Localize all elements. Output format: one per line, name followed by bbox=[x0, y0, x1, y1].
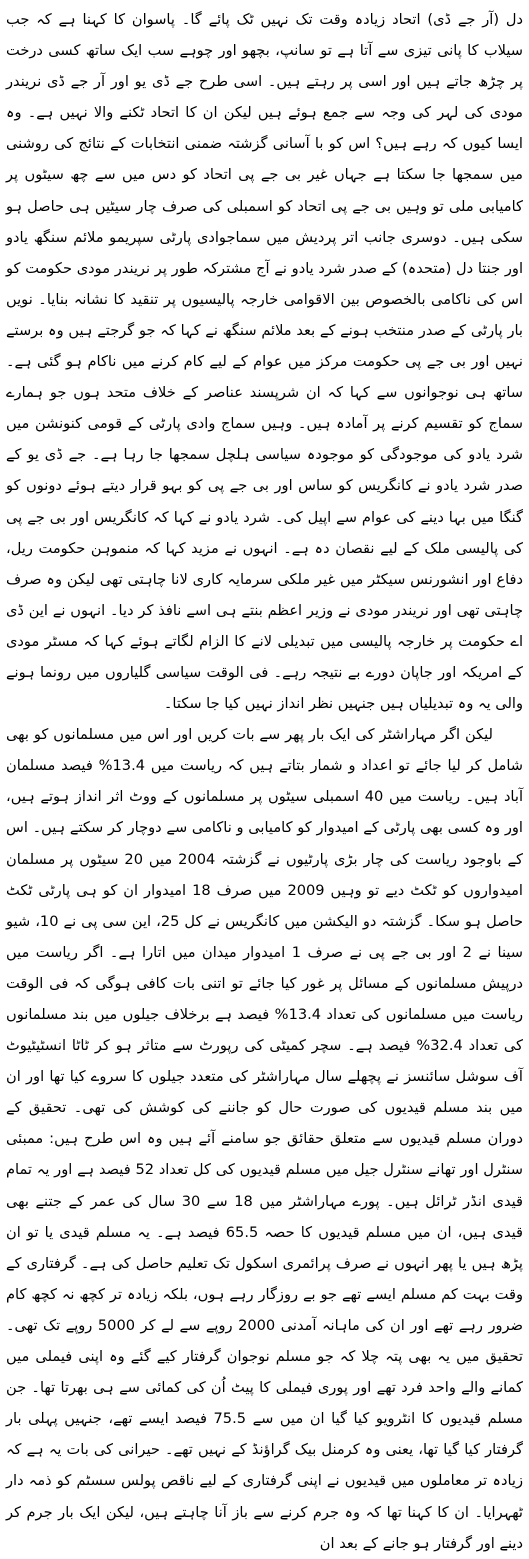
article-paragraph-1: دل (آر جے ڈی) اتحاد زیادہ وقت تک نہیں ٹک پائے گا۔ پاسوان کا کہنا ہے کہ جب سیلاب کا پانی تیزی سے آتا ہے تو سانپ، بچھو اور چوہے سب ایک ساتھ کسی درخت پر چڑھ جاتے ہیں اور اسی پر رہتے ہیں۔ اسی طرح جے ڈی یو اور آر جے ڈی نریندر مودی کی لہر کی وجہ سے جمع ہوئے ہیں لیکن ان کا اتحاد ٹکنے والا نہیں ہے۔ وہ ایسا کیوں کہ رہے ہیں؟ اس کو با آسانی گزشتہ ضمنی انتخابات کے نتائج کی روشنی میں سمجھا جا سکتا ہے جہاں غیر بی جے پی اتحاد کو دس میں سے چھ سیٹوں پر کامیابی ملی تو وہیں بی جے پی اتحاد کو اسمبلی کی صرف چار سیٹیں ہی حاصل ہو سکی ہیں۔ دوسری جانب اتر پردیش میں سماجوادی پارٹی سپریمو ملائم سنگھ یادو اور جنتا دل (متحدہ) کے صدر شرد یادو نے آج مشترکہ طور پر نریندر مودی حکومت کو اس کی ناکامی بالخصوص بین الاقوامی خارجہ پالیسیوں پر تنقید کا نشانہ بنایا۔ نویں بار پارٹی کے صدر منتخب ہونے کے بعد ملائم سنگھ نے کہا کہ جو گرجتے ہیں وہ برستے نہیں اور بی جے پی حکومت مرکز میں عوام کے لیے کام کرنے میں ناکام ہو گئی ہے۔ ساتھ ہی نوجوانوں سے کہا کہ ان شرپسند عناصر کے خلاف متحد ہوں جو ہمارے سماج کو تقسیم کرنے پر آمادہ ہیں۔ وہیں سماج وادی پارٹی کے قومی کنونشن میں شرد یادو کی موجودگی کو موجودہ سیاسی ہلچل سمجھا جا رہا ہے۔ جے ڈی یو کے صدر شرد یادو نے کانگریس کو ساس اور بی جے پی کو بہو قرار دیتے ہوئے دونوں کو گنگا میں بہا دینے کی عوام سے اپیل کی۔ شرد یادو نے کہا کہ کانگریس اور بی جے پی کی پالیسی ملک کے لیے نقصان دہ ہے۔ انہوں نے مزید کہا کہ منموہن حکومت ریل، دفاع اور انشورنس سیکٹر میں غیر ملکی سرمایہ کاری لانا چاہتی تھی لیکن وہ صرف چاہتی تھی اور نریندر مودی نے وزیر اعظم بنتے ہی اسے نافذ کر دیا۔ انہوں نے این ڈی اے حکومت پر خارجہ پالیسی میں تبدیلی لانے کا الزام لگاتے ہوئے کہا کہ مسٹر مودی کے امریکہ اور جاپان دورے بے نتیجہ رہے۔ فی الوقت سیاسی گلیاروں میں رونما ہونے والی یہ وہ تبدیلیاں ہیں جنہیں نظر انداز نہیں کیا جا سکتا۔ bbox=[6, 11, 523, 713]
article-paragraph-2: لیکن اگر مہاراشٹر کی ایک بار پھر سے بات کریں اور اس میں مسلمانوں کو بھی شامل کر لیا جائے تو اعداد و شمار بتاتے ہیں کہ ریاست میں 13.4% فیصد مسلمان آباد ہیں۔ ریاست میں 40 اسمبلی سیٹوں پر مسلمانوں کے ووٹ اثر انداز ہوتے ہیں، اور وہ کسی بھی پارٹی کے امیدوار کو کامیابی و ناکامی سے دوچار کر سکتے ہیں۔ اس کے باوجود ریاست کی چار بڑی پارٹیوں نے گزشتہ 2004 میں 20 سیٹوں پر مسلمان امیدواروں کو ٹکٹ دیے تو وہیں 2009 میں صرف 18 امیدوار ان کو ہی پارٹی ٹکٹ حاصل ہو سکا۔ گزشتہ دو الیکشن میں کانگریس نے کل 25، این سی پی نے 10، شیو سینا نے 2 اور بی جے پی نے صرف 1 امیدوار میدان میں اتارا ہے۔ اگر ریاست میں درپیش مسلمانوں کے مسائل پر غور کیا جائے تو اتنی بات کافی ہوگی کہ فی الوقت ریاست میں مسلمانوں کی تعداد 13.4% فیصد ہے برخلاف جیلوں میں بند مسلمانوں کی تعداد 32.4% فیصد ہے۔ سچر کمیٹی کی رپورٹ سے متاثر ہو کر ٹاٹا انسٹیٹیوٹ آف سوشل سائنسز نے پچھلے سال مہاراشٹر کی متعدد جیلوں کا سروے کیا تھا اور ان میں بند مسلم قیدیوں کی صورت حال کو جاننے کی کوشش کی تھی۔ تحقیق کے دوران مسلم قیدیوں سے متعلق حقائق جو سامنے آئے ہیں وہ اس طرح ہیں: ممبئی سنٹرل اور تھانے سنٹرل جیل میں مسلم قیدیوں کی کل تعداد 52 فیصد ہے اور یہ تمام قیدی انڈر ٹرائل ہیں۔ پورے مہاراشٹر میں 18 سے 30 سال کی عمر کے جتنے بھی قیدی ہیں، ان میں مسلم قیدیوں کا حصہ 65.5 فیصد ہے۔ یہ مسلم قیدی یا تو ان پڑھ ہیں یا پھر انہوں نے صرف پرائمری اسکول تک تعلیم حاصل کی ہے۔ گرفتاری کے وقت بہت کم مسلم ایسے تھے جو بے روزگار رہے ہوں، بلکہ زیادہ تر کچھ نہ کچھ کام ضرور رہے تھے اور ان کی ماہانہ آمدنی 2000 روپے سے لے کر 5000 روپے تک تھی۔ تحقیق میں یہ بھی پتہ چلا کہ جو مسلم نوجوان گرفتار کیے گئے وہ اپنی فیملی میں کمانے والے واحد فرد تھے اور پوری فیملی کا پیٹ اُن کی کمائی سے ہی بھرتا تھا۔ جن مسلم قیدیوں کا انٹرویو کیا گیا ان میں سے 75.5 فیصد ایسے تھے، جنہیں پہلی بار گرفتار کیا گیا تھا، یعنی وہ کرمنل بیک گراؤنڈ کے نہیں تھے۔ حیرانی کی بات یہ ہے کہ زیادہ تر معاملوں میں قیدیوں نے اپنی گرفتاری کے لیے ناقص پولس سسٹم کو ذمہ دار ٹھہرایا۔ ان کا کہنا تھا کہ وہ جرم کرنے سے باز آنا چاہتے ہیں، لیکن ایک بار جرم کر دینے اور گرفتار ہو جانے کے بعد ان bbox=[6, 726, 524, 1552]
